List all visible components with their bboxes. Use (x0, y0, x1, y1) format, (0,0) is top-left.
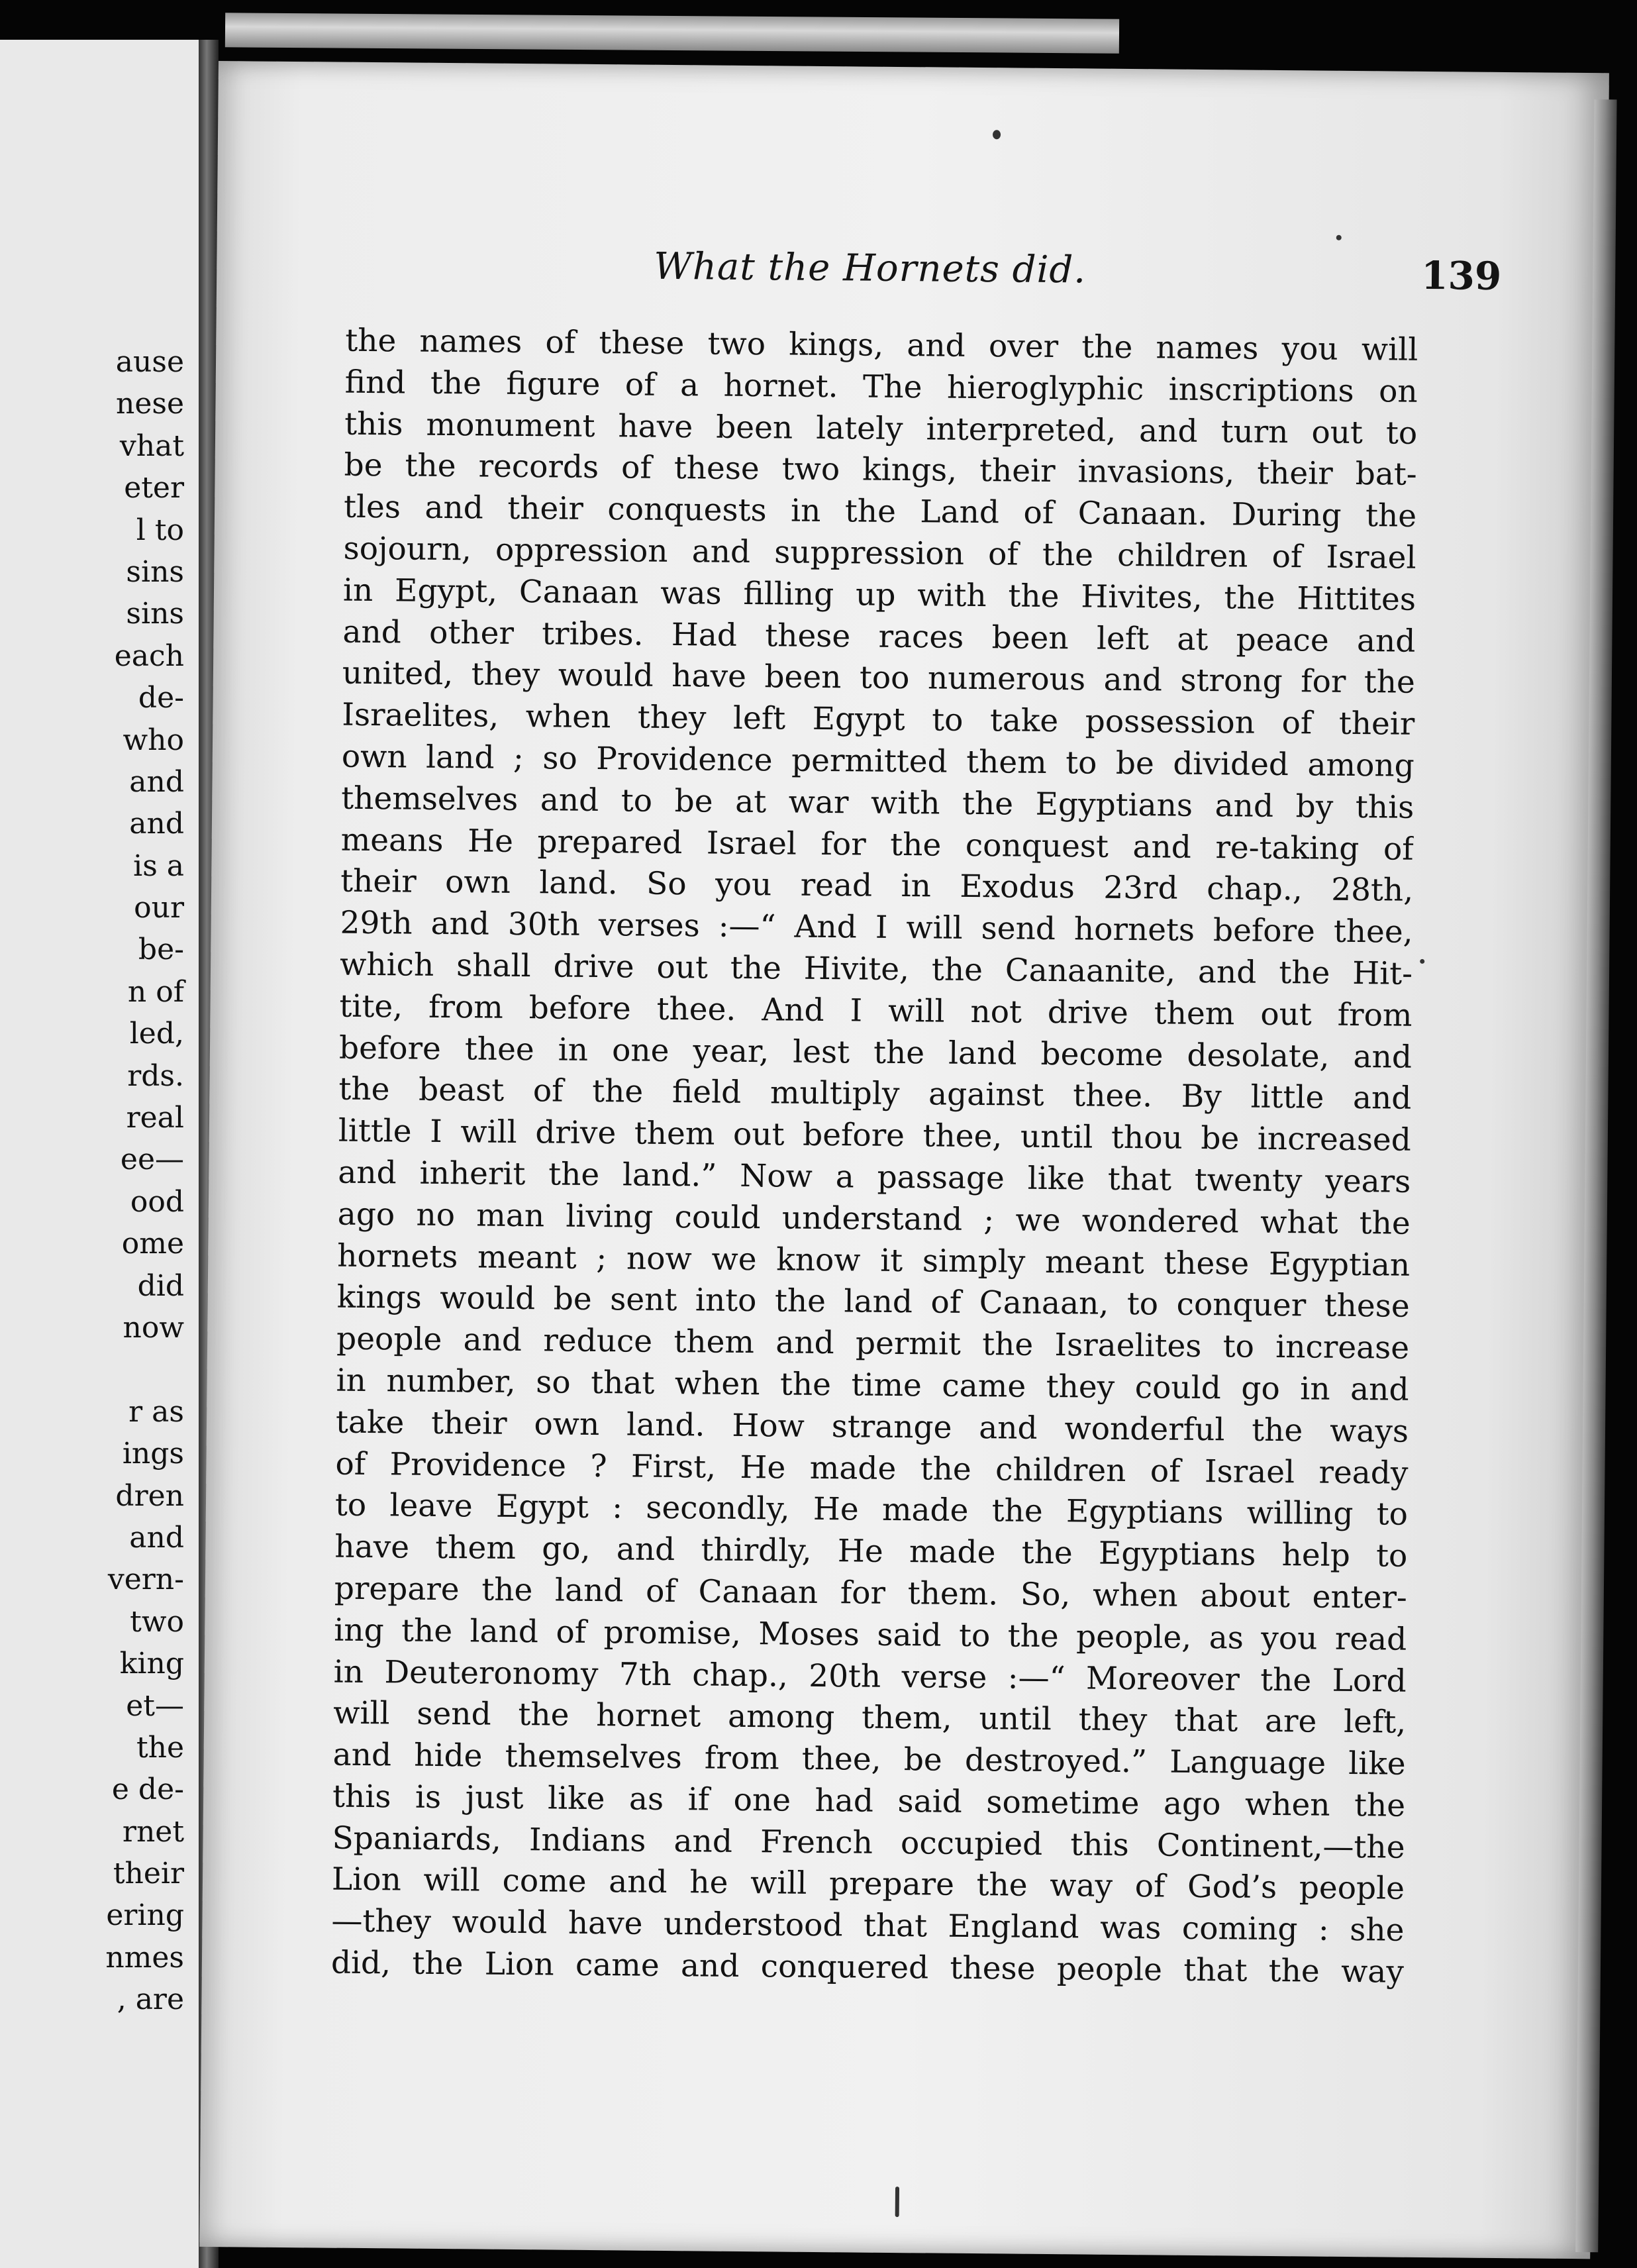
text-line: be the records of these two kings, their invasions, their bat- (344, 447, 1417, 493)
facing-page-line: r as (128, 1394, 184, 1429)
facing-page-line: nmes (105, 1940, 184, 1975)
facing-page-line: dren (115, 1478, 184, 1513)
page-header (217, 241, 1502, 312)
facing-page-line: rnet (122, 1814, 184, 1849)
text-line: and other tribes. Had these races been left at peace and (342, 613, 1416, 660)
facing-page-line: led, (129, 1017, 184, 1051)
text-line: to leave Egypt : secondly, He made the Egyptians willing to (334, 1486, 1409, 1533)
text-line: will send the hornet among them, until they that are left, (332, 1694, 1407, 1741)
text-line: themselves and to be at war with the Egyptians and by this (341, 780, 1414, 826)
facing-page-line: and (129, 807, 184, 841)
facing-page-text-fragments (12, 341, 184, 2021)
facing-page-line: king (119, 1647, 184, 1681)
facing-page-line: sins (126, 597, 184, 631)
text-line: and hide themselves from thee, be destroyed.” Language like (332, 1736, 1406, 1782)
dust-speck (993, 130, 1001, 139)
facing-page-line: is a (133, 849, 184, 883)
book-page (199, 61, 1609, 2259)
facing-page-line: de- (138, 681, 184, 715)
text-line: prepare the land of Canaan for them. So, when about enter- (334, 1570, 1408, 1616)
text-line: and inherit the land.” Now a passage like that twenty years (338, 1154, 1411, 1200)
facing-page-line: ood (130, 1184, 184, 1219)
facing-page-line: ome (121, 1227, 184, 1261)
dust-speck (1336, 235, 1342, 240)
text-line: in number, so that when the time came they could go in and (336, 1362, 1409, 1408)
text-line: own land ; so Providence permitted them to be divided among (341, 738, 1415, 784)
facing-page-line: the (136, 1730, 184, 1765)
facing-page-line: nese (116, 387, 184, 421)
facing-page-line: now (123, 1310, 184, 1345)
facing-page (0, 40, 199, 2268)
text-line: this is just like as if one had said sometime ago when the (332, 1778, 1406, 1824)
text-line: the beast of the field multiply against thee. By little and (338, 1070, 1412, 1117)
facing-page-line: did (137, 1268, 184, 1303)
text-line: of Providence ? First, He made the children of Israel ready (335, 1445, 1409, 1492)
facing-page-line: eter (124, 471, 184, 505)
facing-page-line: be- (138, 933, 184, 967)
text-line: tite, from before thee. And I will not drive them out from (339, 988, 1413, 1034)
facing-page-line: rds. (127, 1058, 184, 1093)
text-line: find the figure of a hornet. The hieroglyphic inscriptions on (344, 364, 1418, 410)
facing-page-line: l to (136, 513, 184, 547)
text-line: ing the land of promise, Moses said to the people, as you read (334, 1612, 1407, 1658)
facing-page-line: n of (127, 974, 184, 1009)
facing-page-line: ering (106, 1898, 184, 1933)
text-line: which shall drive out the Hivite, the Canaanite, and the Hit- (339, 946, 1413, 992)
text-line: little I will drive them out before thee, until thou be increased (338, 1112, 1412, 1159)
facing-page-line: vhat (119, 429, 184, 463)
facing-page-line: real (126, 1101, 184, 1135)
bookmark-strip (225, 13, 1119, 53)
facing-page-line: , are (117, 1983, 184, 2017)
text-line: 29th and 30th verses :—“ And I will send hornets before thee, (340, 904, 1413, 951)
facing-page-line: and (129, 1520, 184, 1555)
text-line: their own land. So you read in Exodus 23rd chap., 28th, (340, 863, 1414, 909)
facing-page-line: each (114, 639, 184, 673)
text-line: Lion will come and he will prepare the way of God’s people (331, 1861, 1405, 1908)
text-line: in Deuteronomy 7th chap., 20th verse :—“ Moreover the Lord (333, 1653, 1407, 1700)
text-line: in Egypt, Canaan was filling up with the Hivites, the Hittites (342, 572, 1416, 618)
text-line: have them go, and thirdly, He made the Egyptians help to (334, 1528, 1408, 1574)
facing-page-line: and (129, 764, 184, 799)
facing-page-line: who (123, 723, 184, 757)
text-line: united, they would have been too numerous and strong for the (342, 655, 1416, 701)
text-line: —they would have understood that England was coming : she (331, 1902, 1405, 1949)
text-line: Israelites, when they left Egypt to take possession of their (342, 696, 1415, 743)
text-line: take their own land. How strange and wonderful the ways (335, 1404, 1409, 1450)
facing-page-line: two (130, 1604, 184, 1639)
facing-page-line (12, 1349, 184, 1390)
text-line: means He prepared Israel for the conquest and re-taking of (340, 821, 1414, 868)
facing-page-line: e de- (111, 1773, 184, 1807)
text-line: before thee in one year, lest the land become desolate, and (338, 1029, 1413, 1076)
text-line: sojourn, oppression and suppression of the children of Israel (343, 530, 1416, 576)
facing-page-line: et— (126, 1688, 184, 1723)
facing-page-line: sins (126, 554, 184, 589)
text-line: this monument have been lately interpreted, and turn out to (344, 405, 1418, 452)
text-line: the names of these two kings, and over the names you will (345, 322, 1418, 368)
page-edge (1575, 99, 1616, 2252)
text-line: did, the Lion came and conquered these people that the way (330, 1944, 1405, 1990)
dust-speck (1420, 959, 1424, 964)
running-head: What the Hornets did. (654, 244, 1087, 292)
facing-page-line: ings (122, 1437, 184, 1471)
dust-speck (895, 2187, 899, 2217)
text-line: Spaniards, Indians and French occupied this Continent,—the (332, 1820, 1405, 1866)
facing-page-line: vern- (107, 1563, 184, 1597)
text-line: hornets meant ; now we know it simply meant these Egyptian (337, 1237, 1411, 1284)
text-line: ago no man living could understand ; we wondered what the (337, 1196, 1411, 1242)
facing-page-line: ause (115, 345, 184, 379)
page-number: 139 (1420, 252, 1502, 299)
body-text (331, 321, 1418, 1994)
text-line: kings would be sent into the land of Canaan, to conquer these (336, 1278, 1410, 1325)
text-line: people and reduce them and permit the Israelites to increase (336, 1320, 1410, 1366)
text-line: tles and their conquests in the Land of Canaan. During the (343, 488, 1417, 535)
facing-page-line: their (113, 1857, 184, 1891)
facing-page-line: ee— (120, 1143, 184, 1177)
facing-page-line: our (134, 891, 184, 925)
